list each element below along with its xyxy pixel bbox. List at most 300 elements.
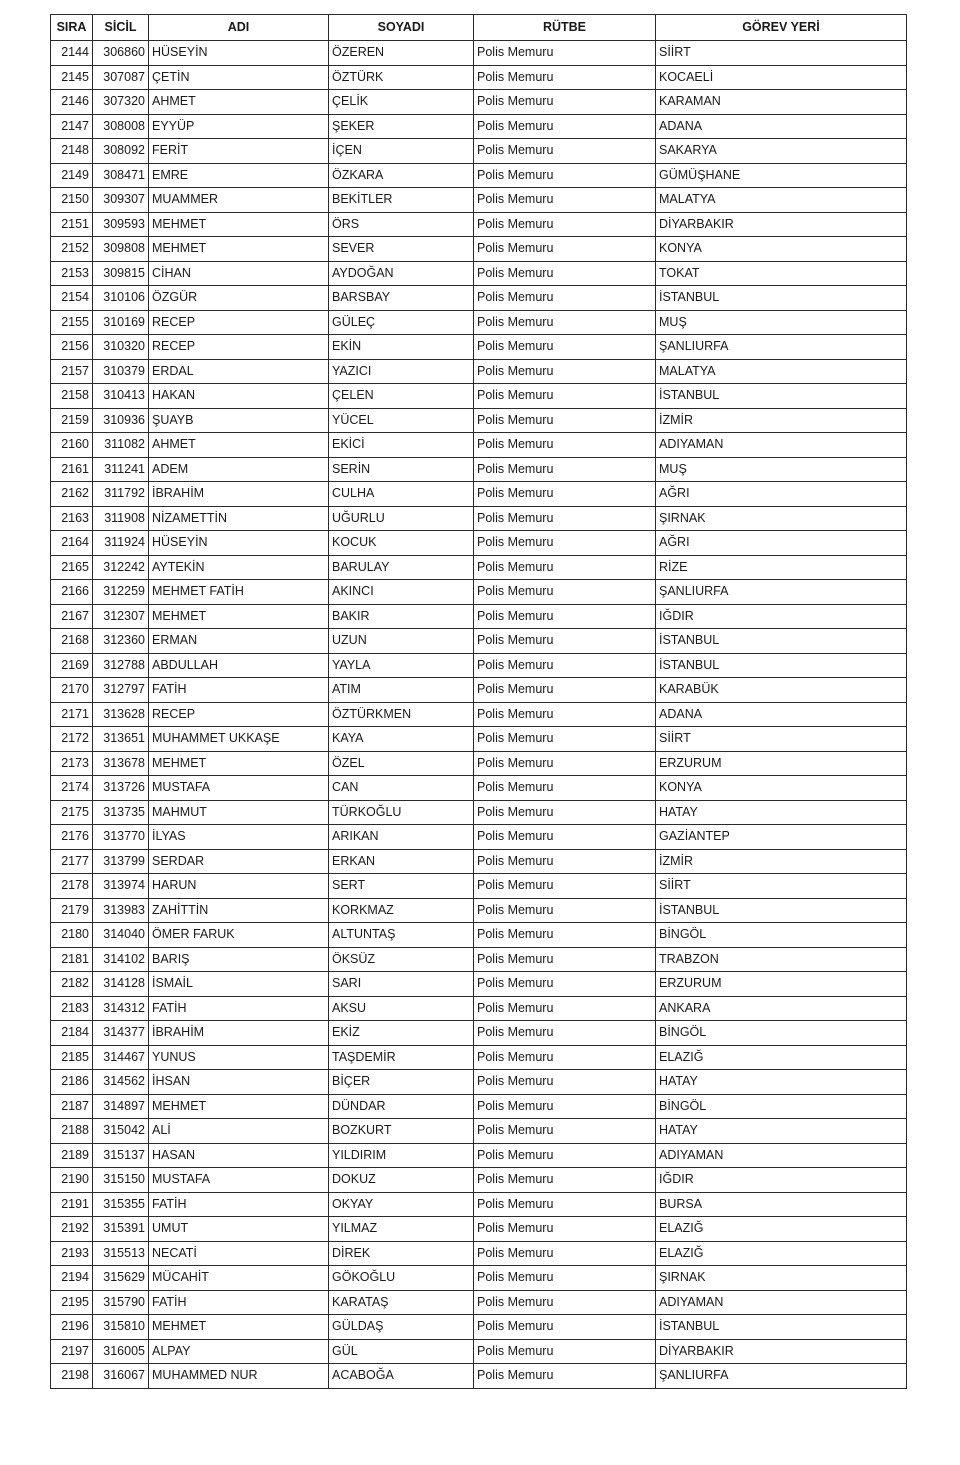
cell-soyadi: AKINCI — [329, 580, 474, 605]
column-header-gorev: GÖREV YERİ — [656, 15, 907, 41]
cell-soyadi: ACABOĞA — [329, 1364, 474, 1389]
cell-sira: 2161 — [51, 457, 93, 482]
cell-adi: MUSTAFA — [149, 776, 329, 801]
cell-gorev: ANKARA — [656, 996, 907, 1021]
cell-sira: 2145 — [51, 65, 93, 90]
cell-sira: 2182 — [51, 972, 93, 997]
cell-adi: MEHMET — [149, 1315, 329, 1340]
cell-sicil: 310169 — [93, 310, 149, 335]
cell-gorev: ADIYAMAN — [656, 1290, 907, 1315]
cell-adi: HÜSEYİN — [149, 41, 329, 66]
cell-adi: FATİH — [149, 1192, 329, 1217]
cell-sicil: 313651 — [93, 727, 149, 752]
cell-gorev: AĞRI — [656, 531, 907, 556]
cell-rutbe: Polis Memuru — [474, 1168, 656, 1193]
cell-rutbe: Polis Memuru — [474, 1217, 656, 1242]
cell-soyadi: GÜLEÇ — [329, 310, 474, 335]
cell-gorev: İZMİR — [656, 849, 907, 874]
table-row — [51, 1119, 907, 1144]
cell-sicil: 315810 — [93, 1315, 149, 1340]
cell-rutbe: Polis Memuru — [474, 923, 656, 948]
table-row — [51, 751, 907, 776]
cell-sira: 2189 — [51, 1143, 93, 1168]
cell-sicil: 312307 — [93, 604, 149, 629]
table-row — [51, 604, 907, 629]
cell-sira: 2164 — [51, 531, 93, 556]
cell-sira: 2191 — [51, 1192, 93, 1217]
cell-rutbe: Polis Memuru — [474, 482, 656, 507]
cell-adi: FATİH — [149, 678, 329, 703]
cell-soyadi: ERKAN — [329, 849, 474, 874]
cell-gorev: MUŞ — [656, 457, 907, 482]
cell-adi: BARIŞ — [149, 947, 329, 972]
cell-adi: RECEP — [149, 310, 329, 335]
cell-rutbe: Polis Memuru — [474, 678, 656, 703]
cell-sicil: 314040 — [93, 923, 149, 948]
cell-sira: 2177 — [51, 849, 93, 874]
cell-rutbe: Polis Memuru — [474, 727, 656, 752]
cell-sira: 2150 — [51, 188, 93, 213]
cell-adi: AHMET — [149, 90, 329, 115]
cell-rutbe: Polis Memuru — [474, 261, 656, 286]
table-row — [51, 506, 907, 531]
table-row — [51, 1266, 907, 1291]
table-row — [51, 678, 907, 703]
table-header — [51, 15, 907, 41]
cell-adi: ERDAL — [149, 359, 329, 384]
cell-sicil: 316005 — [93, 1339, 149, 1364]
cell-sira: 2163 — [51, 506, 93, 531]
column-header-sicil: SİCİL — [93, 15, 149, 41]
table-row — [51, 1364, 907, 1389]
cell-gorev: BURSA — [656, 1192, 907, 1217]
cell-sira: 2144 — [51, 41, 93, 66]
cell-soyadi: CULHA — [329, 482, 474, 507]
cell-soyadi: AYDOĞAN — [329, 261, 474, 286]
cell-soyadi: OKYAY — [329, 1192, 474, 1217]
cell-soyadi: YILMAZ — [329, 1217, 474, 1242]
cell-soyadi: BAKIR — [329, 604, 474, 629]
cell-adi: NECATİ — [149, 1241, 329, 1266]
cell-sira: 2153 — [51, 261, 93, 286]
cell-adi: ÇETİN — [149, 65, 329, 90]
cell-rutbe: Polis Memuru — [474, 580, 656, 605]
cell-sira: 2166 — [51, 580, 93, 605]
cell-gorev: MALATYA — [656, 188, 907, 213]
cell-sicil: 312259 — [93, 580, 149, 605]
cell-gorev: SİİRT — [656, 727, 907, 752]
cell-gorev: ŞANLIURFA — [656, 1364, 907, 1389]
table-row — [51, 335, 907, 360]
table-row — [51, 874, 907, 899]
table-row — [51, 996, 907, 1021]
table-row — [51, 531, 907, 556]
cell-soyadi: BARULAY — [329, 555, 474, 580]
table-row — [51, 1070, 907, 1095]
cell-sicil: 309593 — [93, 212, 149, 237]
cell-soyadi: ŞEKER — [329, 114, 474, 139]
cell-soyadi: DİREK — [329, 1241, 474, 1266]
cell-gorev: GAZİANTEP — [656, 825, 907, 850]
table-row — [51, 408, 907, 433]
cell-gorev: ADANA — [656, 114, 907, 139]
cell-sira: 2185 — [51, 1045, 93, 1070]
cell-sicil: 314128 — [93, 972, 149, 997]
cell-gorev: ŞANLIURFA — [656, 335, 907, 360]
cell-soyadi: EKİZ — [329, 1021, 474, 1046]
cell-soyadi: ATIM — [329, 678, 474, 703]
cell-rutbe: Polis Memuru — [474, 335, 656, 360]
cell-sicil: 311792 — [93, 482, 149, 507]
cell-sicil: 313983 — [93, 898, 149, 923]
cell-rutbe: Polis Memuru — [474, 408, 656, 433]
cell-rutbe: Polis Memuru — [474, 898, 656, 923]
cell-rutbe: Polis Memuru — [474, 163, 656, 188]
cell-soyadi: ÖKSÜZ — [329, 947, 474, 972]
cell-soyadi: KOCUK — [329, 531, 474, 556]
table-row — [51, 1241, 907, 1266]
cell-sicil: 311908 — [93, 506, 149, 531]
cell-sira: 2170 — [51, 678, 93, 703]
cell-adi: MEHMET — [149, 604, 329, 629]
table-row — [51, 555, 907, 580]
cell-sicil: 312242 — [93, 555, 149, 580]
cell-sira: 2192 — [51, 1217, 93, 1242]
table-row — [51, 237, 907, 262]
cell-rutbe: Polis Memuru — [474, 1094, 656, 1119]
cell-sira: 2173 — [51, 751, 93, 776]
cell-rutbe: Polis Memuru — [474, 1339, 656, 1364]
cell-adi: AHMET — [149, 433, 329, 458]
cell-adi: İHSAN — [149, 1070, 329, 1095]
cell-gorev: ŞANLIURFA — [656, 580, 907, 605]
cell-sicil: 313678 — [93, 751, 149, 776]
cell-rutbe: Polis Memuru — [474, 531, 656, 556]
cell-gorev: ADIYAMAN — [656, 433, 907, 458]
cell-sicil: 314467 — [93, 1045, 149, 1070]
cell-sicil: 309307 — [93, 188, 149, 213]
table-row — [51, 1168, 907, 1193]
header-row — [51, 15, 907, 41]
cell-adi: MEHMET — [149, 212, 329, 237]
cell-adi: MEHMET — [149, 1094, 329, 1119]
cell-adi: MAHMUT — [149, 800, 329, 825]
cell-sira: 2158 — [51, 384, 93, 409]
table-row — [51, 286, 907, 311]
personnel-list-page — [50, 14, 906, 1389]
cell-sira: 2181 — [51, 947, 93, 972]
cell-rutbe: Polis Memuru — [474, 384, 656, 409]
table-row — [51, 41, 907, 66]
cell-gorev: ELAZIĞ — [656, 1217, 907, 1242]
cell-sira: 2174 — [51, 776, 93, 801]
cell-sicil: 315629 — [93, 1266, 149, 1291]
cell-sicil: 310936 — [93, 408, 149, 433]
cell-soyadi: TÜRKOĞLU — [329, 800, 474, 825]
table-row — [51, 776, 907, 801]
cell-adi: ADEM — [149, 457, 329, 482]
cell-adi: AYTEKİN — [149, 555, 329, 580]
cell-gorev: MALATYA — [656, 359, 907, 384]
cell-sira: 2156 — [51, 335, 93, 360]
cell-rutbe: Polis Memuru — [474, 212, 656, 237]
table-row — [51, 65, 907, 90]
cell-sicil: 316067 — [93, 1364, 149, 1389]
table-row — [51, 457, 907, 482]
cell-sira: 2175 — [51, 800, 93, 825]
cell-sicil: 314312 — [93, 996, 149, 1021]
cell-gorev: BİNGÖL — [656, 1021, 907, 1046]
cell-adi: ERMAN — [149, 629, 329, 654]
table-row — [51, 898, 907, 923]
cell-gorev: RİZE — [656, 555, 907, 580]
cell-sicil: 310106 — [93, 286, 149, 311]
table-row — [51, 580, 907, 605]
cell-rutbe: Polis Memuru — [474, 65, 656, 90]
cell-gorev: AĞRI — [656, 482, 907, 507]
cell-adi: EMRE — [149, 163, 329, 188]
cell-adi: HÜSEYİN — [149, 531, 329, 556]
cell-adi: UMUT — [149, 1217, 329, 1242]
table-row — [51, 1094, 907, 1119]
cell-rutbe: Polis Memuru — [474, 1119, 656, 1144]
cell-gorev: DİYARBAKIR — [656, 212, 907, 237]
cell-soyadi: GÖKOĞLU — [329, 1266, 474, 1291]
cell-rutbe: Polis Memuru — [474, 555, 656, 580]
cell-soyadi: ÖZEL — [329, 751, 474, 776]
cell-rutbe: Polis Memuru — [474, 1021, 656, 1046]
cell-adi: ŞUAYB — [149, 408, 329, 433]
cell-gorev: ELAZIĞ — [656, 1045, 907, 1070]
cell-sicil: 311082 — [93, 433, 149, 458]
cell-soyadi: SEVER — [329, 237, 474, 262]
cell-soyadi: ÇELEN — [329, 384, 474, 409]
cell-sicil: 312797 — [93, 678, 149, 703]
cell-rutbe: Polis Memuru — [474, 653, 656, 678]
cell-soyadi: SARI — [329, 972, 474, 997]
cell-gorev: İSTANBUL — [656, 1315, 907, 1340]
cell-rutbe: Polis Memuru — [474, 433, 656, 458]
table-row — [51, 825, 907, 850]
cell-sicil: 315355 — [93, 1192, 149, 1217]
cell-sira: 2196 — [51, 1315, 93, 1340]
table-row — [51, 163, 907, 188]
table-row — [51, 629, 907, 654]
table-row — [51, 384, 907, 409]
cell-soyadi: GÜL — [329, 1339, 474, 1364]
cell-adi: FERİT — [149, 139, 329, 164]
cell-sicil: 313628 — [93, 702, 149, 727]
table-row — [51, 800, 907, 825]
cell-adi: MÜCAHİT — [149, 1266, 329, 1291]
column-header-soyadi: SOYADI — [329, 15, 474, 41]
cell-rutbe: Polis Memuru — [474, 1241, 656, 1266]
cell-soyadi: EKİN — [329, 335, 474, 360]
cell-gorev: KOCAELİ — [656, 65, 907, 90]
cell-rutbe: Polis Memuru — [474, 90, 656, 115]
cell-gorev: HATAY — [656, 1119, 907, 1144]
cell-soyadi: EKİCİ — [329, 433, 474, 458]
cell-adi: FATİH — [149, 1290, 329, 1315]
table-row — [51, 1143, 907, 1168]
cell-gorev: ELAZIĞ — [656, 1241, 907, 1266]
cell-sira: 2152 — [51, 237, 93, 262]
cell-sira: 2180 — [51, 923, 93, 948]
cell-sira: 2176 — [51, 825, 93, 850]
cell-sira: 2198 — [51, 1364, 93, 1389]
cell-adi: EYYÜP — [149, 114, 329, 139]
cell-soyadi: TAŞDEMİR — [329, 1045, 474, 1070]
cell-soyadi: BOZKURT — [329, 1119, 474, 1144]
cell-soyadi: ÖZKARA — [329, 163, 474, 188]
cell-sira: 2151 — [51, 212, 93, 237]
cell-gorev: KARABÜK — [656, 678, 907, 703]
cell-adi: İSMAİL — [149, 972, 329, 997]
cell-rutbe: Polis Memuru — [474, 629, 656, 654]
cell-adi: İBRAHİM — [149, 482, 329, 507]
cell-soyadi: ÖZEREN — [329, 41, 474, 66]
cell-rutbe: Polis Memuru — [474, 1070, 656, 1095]
table-row — [51, 482, 907, 507]
cell-sicil: 307087 — [93, 65, 149, 90]
cell-rutbe: Polis Memuru — [474, 359, 656, 384]
cell-gorev: TRABZON — [656, 947, 907, 972]
cell-sicil: 315513 — [93, 1241, 149, 1266]
cell-sira: 2168 — [51, 629, 93, 654]
cell-rutbe: Polis Memuru — [474, 776, 656, 801]
cell-adi: HARUN — [149, 874, 329, 899]
cell-adi: İBRAHİM — [149, 1021, 329, 1046]
table-row — [51, 359, 907, 384]
cell-sicil: 309808 — [93, 237, 149, 262]
cell-sicil: 311924 — [93, 531, 149, 556]
cell-gorev: BİNGÖL — [656, 923, 907, 948]
cell-soyadi: ALTUNTAŞ — [329, 923, 474, 948]
table-row — [51, 1192, 907, 1217]
cell-gorev: SİİRT — [656, 874, 907, 899]
cell-sicil: 310413 — [93, 384, 149, 409]
cell-sicil: 306860 — [93, 41, 149, 66]
cell-adi: ABDULLAH — [149, 653, 329, 678]
cell-sicil: 310320 — [93, 335, 149, 360]
table-row — [51, 1290, 907, 1315]
table-row — [51, 947, 907, 972]
cell-sira: 2167 — [51, 604, 93, 629]
personnel-table — [50, 14, 907, 1389]
cell-rutbe: Polis Memuru — [474, 1315, 656, 1340]
cell-adi: İLYAS — [149, 825, 329, 850]
cell-gorev: İSTANBUL — [656, 898, 907, 923]
cell-adi: MEHMET — [149, 751, 329, 776]
cell-sicil: 315790 — [93, 1290, 149, 1315]
table-body — [51, 41, 907, 1389]
cell-sicil: 313974 — [93, 874, 149, 899]
cell-rutbe: Polis Memuru — [474, 1364, 656, 1389]
cell-rutbe: Polis Memuru — [474, 237, 656, 262]
cell-rutbe: Polis Memuru — [474, 310, 656, 335]
cell-soyadi: SERT — [329, 874, 474, 899]
cell-adi: ÖZGÜR — [149, 286, 329, 311]
cell-soyadi: BİÇER — [329, 1070, 474, 1095]
cell-sira: 2146 — [51, 90, 93, 115]
cell-gorev: GÜMÜŞHANE — [656, 163, 907, 188]
cell-sira: 2159 — [51, 408, 93, 433]
cell-sicil: 307320 — [93, 90, 149, 115]
cell-sira: 2162 — [51, 482, 93, 507]
cell-sira: 2186 — [51, 1070, 93, 1095]
table-row — [51, 310, 907, 335]
cell-rutbe: Polis Memuru — [474, 114, 656, 139]
cell-soyadi: SERİN — [329, 457, 474, 482]
cell-adi: CİHAN — [149, 261, 329, 286]
table-row — [51, 188, 907, 213]
table-row — [51, 212, 907, 237]
cell-soyadi: CAN — [329, 776, 474, 801]
cell-gorev: SAKARYA — [656, 139, 907, 164]
cell-sira: 2148 — [51, 139, 93, 164]
column-header-adi: ADI — [149, 15, 329, 41]
cell-sicil: 310379 — [93, 359, 149, 384]
cell-adi: ÖMER FARUK — [149, 923, 329, 948]
column-header-sira: SIRA — [51, 15, 93, 41]
table-row — [51, 1217, 907, 1242]
cell-gorev: KONYA — [656, 776, 907, 801]
cell-sira: 2171 — [51, 702, 93, 727]
cell-adi: ALİ — [149, 1119, 329, 1144]
cell-sira: 2197 — [51, 1339, 93, 1364]
cell-rutbe: Polis Memuru — [474, 1143, 656, 1168]
cell-soyadi: ÇELİK — [329, 90, 474, 115]
cell-sicil: 314377 — [93, 1021, 149, 1046]
cell-rutbe: Polis Memuru — [474, 702, 656, 727]
cell-soyadi: ÖZTÜRKMEN — [329, 702, 474, 727]
cell-sira: 2169 — [51, 653, 93, 678]
cell-sira: 2193 — [51, 1241, 93, 1266]
cell-rutbe: Polis Memuru — [474, 1290, 656, 1315]
cell-soyadi: DÜNDAR — [329, 1094, 474, 1119]
cell-sira: 2154 — [51, 286, 93, 311]
table-row — [51, 923, 907, 948]
cell-sicil: 313735 — [93, 800, 149, 825]
cell-sicil: 315042 — [93, 1119, 149, 1144]
cell-sira: 2184 — [51, 1021, 93, 1046]
cell-adi: RECEP — [149, 702, 329, 727]
cell-sira: 2147 — [51, 114, 93, 139]
cell-gorev: MUŞ — [656, 310, 907, 335]
table-row — [51, 972, 907, 997]
cell-soyadi: ARIKAN — [329, 825, 474, 850]
cell-gorev: HATAY — [656, 1070, 907, 1095]
cell-soyadi: GÜLDAŞ — [329, 1315, 474, 1340]
cell-adi: SERDAR — [149, 849, 329, 874]
cell-gorev: DİYARBAKIR — [656, 1339, 907, 1364]
cell-gorev: ADANA — [656, 702, 907, 727]
cell-adi: HASAN — [149, 1143, 329, 1168]
cell-gorev: HATAY — [656, 800, 907, 825]
cell-sira: 2187 — [51, 1094, 93, 1119]
cell-sira: 2183 — [51, 996, 93, 1021]
cell-gorev: ŞIRNAK — [656, 506, 907, 531]
cell-sicil: 315137 — [93, 1143, 149, 1168]
cell-rutbe: Polis Memuru — [474, 800, 656, 825]
cell-soyadi: İÇEN — [329, 139, 474, 164]
cell-rutbe: Polis Memuru — [474, 139, 656, 164]
cell-sira: 2188 — [51, 1119, 93, 1144]
cell-sicil: 308008 — [93, 114, 149, 139]
cell-soyadi: BARSBAY — [329, 286, 474, 311]
table-row — [51, 1315, 907, 1340]
cell-sira: 2149 — [51, 163, 93, 188]
